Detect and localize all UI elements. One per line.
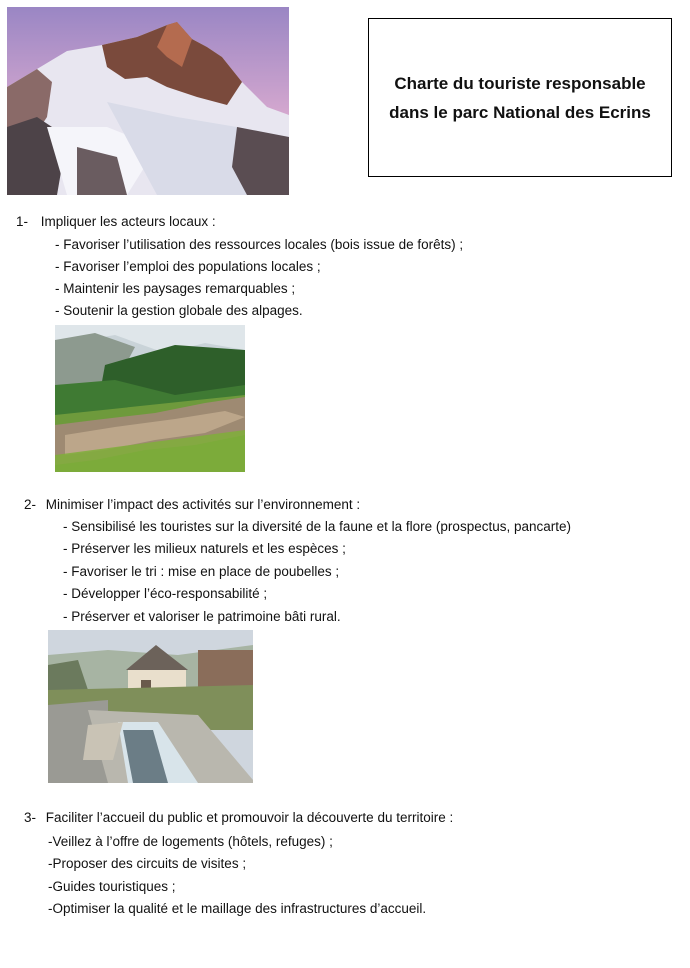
section-2-item: - Préserver les milieux naturels et les espèces ; (63, 541, 346, 556)
rural-heritage-photo (48, 630, 253, 783)
section-1-number: 1- (16, 214, 29, 229)
section-2-item: - Sensibilisé les touristes sur la diversité de la faune et la flore (prospectus, pancarte) (63, 519, 571, 534)
section-1-item: - Maintenir les paysages remarquables ; (55, 281, 296, 296)
alpage-sheep-photo (55, 325, 245, 472)
section-2-item: - Développer l’éco-responsabilité ; (63, 586, 268, 601)
section-2-item: - Favoriser le tri : mise en place de poubelles ; (63, 564, 340, 579)
section-2-heading-row (24, 494, 360, 516)
section-3-item: -Guides touristiques ; (48, 879, 176, 894)
section-3-item: -Veillez à l’offre de logements (hôtels, refuges) ; (48, 834, 333, 849)
section-1-heading: Impliquer les acteurs locaux : (40, 214, 216, 229)
section-3-number: 3- (24, 810, 37, 825)
section-3-heading-row (24, 807, 453, 829)
section-2-item: - Préserver et valoriser le patrimoine bâti rural. (63, 609, 341, 624)
section-2-number: 2- (24, 497, 37, 512)
mountain-photo (7, 7, 289, 195)
section-1-item: - Favoriser l’utilisation des ressources locales (bois issue de forêts) ; (55, 237, 464, 252)
section-3-item: -Optimiser la qualité et le maillage des infrastructures d’accueil. (48, 901, 427, 916)
section-1-item: - Favoriser l’emploi des populations locales ; (55, 259, 321, 274)
section-3-heading: Faciliter l’accueil du public et promouvoir la découverte du territoire : (45, 810, 454, 825)
section-1-heading-row (16, 211, 216, 233)
title-line-1: Charte du touriste responsable (394, 73, 646, 93)
section-3-item: -Proposer des circuits de visites ; (48, 856, 247, 871)
section-1-item: - Soutenir la gestion globale des alpages. (55, 303, 303, 318)
title-line-2: dans le parc National des Ecrins (389, 102, 651, 122)
title-box (368, 18, 672, 177)
section-2-heading: Minimiser l’impact des activités sur l’environnement : (45, 497, 361, 512)
